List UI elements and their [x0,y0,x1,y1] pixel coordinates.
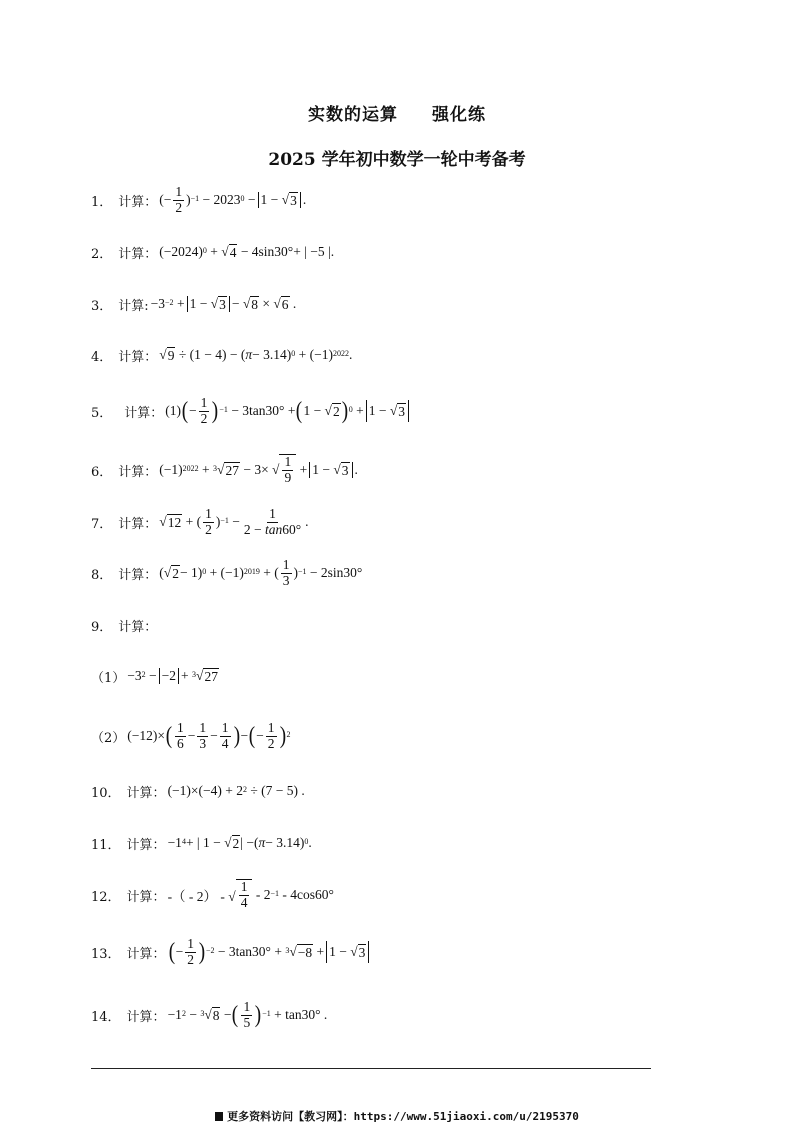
problem-6: 6． 计算： (−1) $^{2022}$ + $^3$ √ 27 − 3× √ $\frac{1}{9}$ + 1 − √ 3 . [91,454,358,485]
expression: −1 $^2$ − $^3$ √ 8 − ( $\frac{1}{5}$ ) $^{-1}$ + tan30° . [167,998,328,1030]
title-main [0,100,794,125]
expression: (− $\frac{1}{2}$ ) $^{-1}$ − 2023 $^0$ − 1 − √ 3 . [159,183,307,215]
problem-12: 12． 计算： -（ - 2） - √ $\frac{1}{4}$ - 2 $^{-1}$ - 4cos60° [91,879,334,910]
expression: √ 9 ÷ (1 − 4) − ( π − 3.14) $^0$ + (−1) $^{2022}$ . [159,347,353,363]
problem-5: 5． 计算： (1) ( − $\frac{1}{2}$ ) $^{-1}$ − 3tan30° + ( 1 − √ 2 ) $^0$ + 1 − √ 3 [91,391,411,431]
title-part-b: 强化练 [432,105,486,125]
expression: (−2024) $^0$ + √ 4 − 4sin30°+ | −5 |. [159,244,335,260]
expression: √ 12 + ( $\frac{1}{2}$ ) $^{-1}$ − $\frac{1}{2 - \tan 60^\circ}$ . [159,505,309,537]
problem-9: 9． 计算： [91,619,158,635]
expression: (1) ( − $\frac{1}{2}$ ) $^{-1}$ − 3tan30° + ( 1 − √ 2 ) $^0$ + 1 − √ 3 [165,396,411,427]
flag-icon [215,1112,223,1121]
problem-3: 3． 计算: −3 $^{-2}$ + 1 − √ 3 − √ 8 × √ 6 . [91,296,297,314]
problem-8: 8． 计算： (√ 2 − 1) $^0$ + (−1) $^{2019}$ + ( $\frac{1}{3}$ ) $^{-1}$ − 2sin30° [91,556,363,588]
problem-13: 13． 计算： ( − $\frac{1}{2}$ ) $^{-2}$ − 3tan30° + $^3$ √ −8 + 1 − √ 3 [91,932,371,972]
problem-1: 1． 计算： (− $\frac{1}{2}$ ) $^{-1}$ − 2023 $^0$ − 1 − √ 3 . [91,183,307,215]
problem-9-part-2: （2） (−12)× ( $\frac{1}{6}$ − $\frac{1}{3}$ − $\frac{1}{4}$ ) − ( − $\frac{1}{2}$ ) $^2$ [91,719,291,751]
expression: (−12)× ( $\frac{1}{6}$ − $\frac{1}{3}$ − $\frac{1}{4}$ ) − ( − $\frac{1}{2}$ ) $^2$ [127,719,291,751]
expression: (√ 2 − 1) $^0$ + (−1) $^{2019}$ + ( $\frac{1}{3}$ ) $^{-1}$ − 2sin30° [159,556,363,588]
expression: −3 $^{-2}$ + 1 − √ 3 − √ 8 × √ 6 . [150,296,297,312]
expression: (−1) $^{2022}$ + $^3$ √ 27 − 3× √ $\frac{1}{9}$ + 1 − √ 3 . [159,454,358,485]
problem-2: 2． 计算： (−2024) $^0$ + √ 4 − 4sin30°+ | −5 |. [91,244,335,262]
problem-10: 10． 计算： (−1)×(−4) + 2 $^2$ ÷ (7 − 5) . [91,783,305,801]
problem-9-part-1: （1） −3 $^2$ − −2 + $^3$ √ 27 [91,668,218,686]
problem-11: 11． 计算： −1 $^4$ + | 1 − √ 2 | −( π − 3.14) $^0$ . [91,835,312,853]
expression: (−1)×(−4) + 2 $^2$ ÷ (7 − 5) . [167,783,305,798]
problem-14: 14． 计算： −1 $^2$ − $^3$ √ 8 − ( $\frac{1}{5}$ ) $^{-1}$ + tan30° . [91,998,328,1030]
expression: −1 $^4$ + | 1 − √ 2 | −( π − 3.14) $^0$ . [167,835,312,851]
expression: ( − $\frac{1}{2}$ ) $^{-2}$ − 3tan30° + $^3$ √ −8 + 1 − √ 3 [168,937,372,968]
title-sub: 2025 学年初中数学一轮中考备考 [268,150,526,170]
title-part-a: 实数的运算 [308,105,398,125]
problem-7: 7． 计算： √ 12 + ( $\frac{1}{2}$ ) $^{-1}$ − $\frac{1}{2 - \tan 60^\circ}$ . [91,505,309,537]
expression: −3 $^2$ − −2 + $^3$ √ 27 [127,668,218,684]
expression: -（ - 2） - √ $\frac{1}{4}$ - 2 $^{-1}$ - 4cos60° [167,879,334,910]
problem-4: 4． 计算： √ 9 ÷ (1 − 4) − ( π − 3.14) $^0$ + (−1) $^{2022}$ . [91,347,353,365]
footer-link[interactable]: 更多资料访问【教习网】：https://www.51jiaoxi.com/u/2195370 [227,1110,579,1123]
footer [0,1108,794,1124]
footer-divider [91,1068,651,1069]
